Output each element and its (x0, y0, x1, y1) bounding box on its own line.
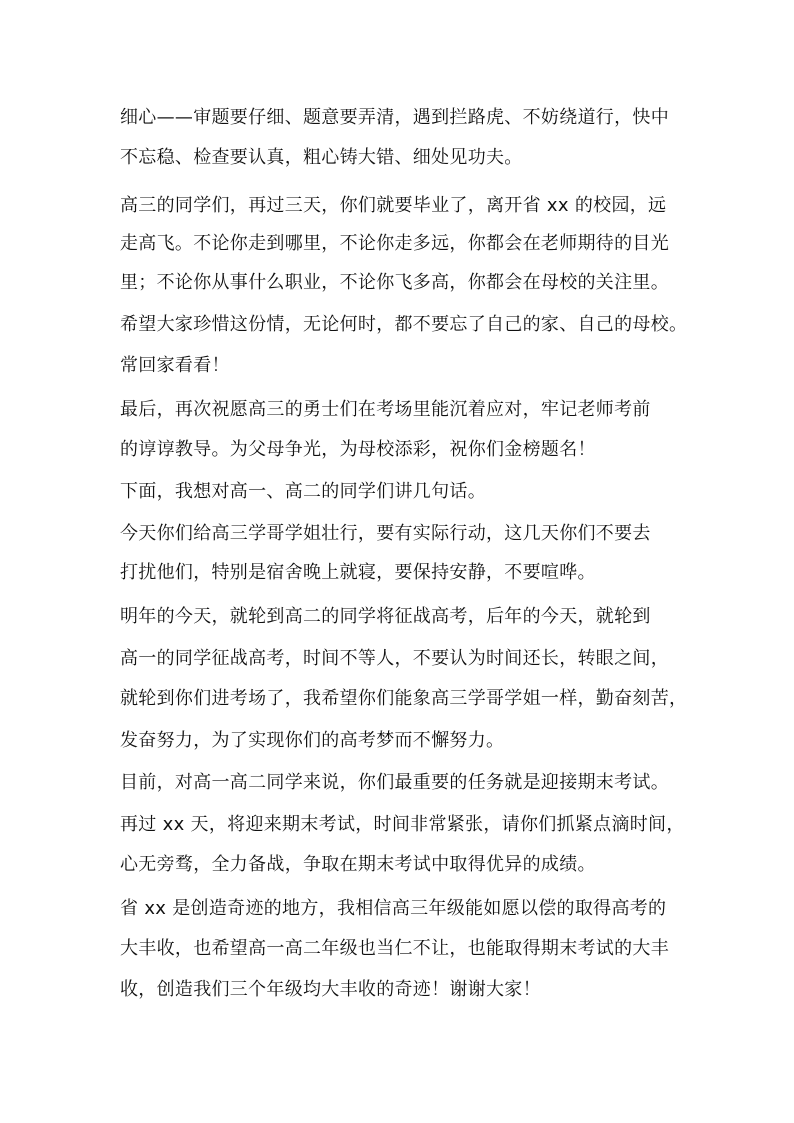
text-line: 发奋努力，为了实现你们的高考梦而不懈努力。 (120, 730, 505, 751)
text-line: 明年的今天，就轮到高二的同学将征战高考，后年的今天，就轮到 (120, 606, 651, 627)
text-line: 心无旁骛，全力备战，争取在期末考试中取得优异的成绩。 (120, 854, 596, 875)
text-line: 最后，再次祝愿高三的勇士们在考场里能沉着应对，牢记老师考前 (120, 399, 651, 420)
text-line: 细心——审题要仔细、题意要弄清，遇到拦路虎、不妨绕道行，快中 (120, 107, 669, 128)
text-line: 目前，对高一高二同学来说，你们最重要的任务就是迎接期末考试。 (120, 772, 669, 793)
text-line: 下面，我想对高一、高二的同学们讲几句话。 (120, 481, 486, 502)
text-line: 高三的同学们，再过三天，你们就要毕业了，离开省 xx 的校园，远 (120, 195, 667, 216)
text-line: 希望大家珍惜这份情，无论何时，都不要忘了自己的家、自己的母校。 (120, 314, 688, 335)
text-line: 高一的同学征战高考，时间不等人，不要认为时间还长，转眼之间， (120, 648, 669, 669)
text-line: 再过 xx 天，将迎来期末考试，时间非常紧张，请你们抓紧点滴时间， (120, 814, 685, 835)
text-line: 打扰他们，特别是宿舍晚上就寝，要保持安静，不要喧哗。 (120, 562, 596, 583)
text-line: 收，创造我们三个年级均大丰收的奇迹！谢谢大家！ (120, 979, 541, 1000)
text-line: 今天你们给高三学哥学姐壮行，要有实际行动，这几天你们不要去 (120, 523, 651, 544)
text-line: 常回家看看！ (120, 355, 230, 376)
text-line: 不忘稳、检查要认真，粗心铸大错、细处见功夫。 (120, 147, 523, 168)
text-line: 省 xx 是创造奇迹的地方，我相信高三年级能如愿以偿的取得高考的 (120, 898, 667, 919)
text-line: 走高飞。不论你走到哪里，不论你走多远，你都会在老师期待的目光 (120, 233, 669, 254)
text-line: 大丰收，也希望高一高二年级也当仁不让，也能取得期末考试的大丰 (120, 938, 669, 959)
text-line: 里；不论你从事什么职业，不论你飞多高，你都会在母校的关注里。 (120, 272, 669, 293)
text-line: 就轮到你们进考场了，我希望你们能象高三学哥学姐一样，勤奋刻苦， (120, 688, 688, 709)
text-line: 的谆谆教导。为父母争光，为母校添彩，祝你们金榜题名！ (120, 439, 596, 460)
